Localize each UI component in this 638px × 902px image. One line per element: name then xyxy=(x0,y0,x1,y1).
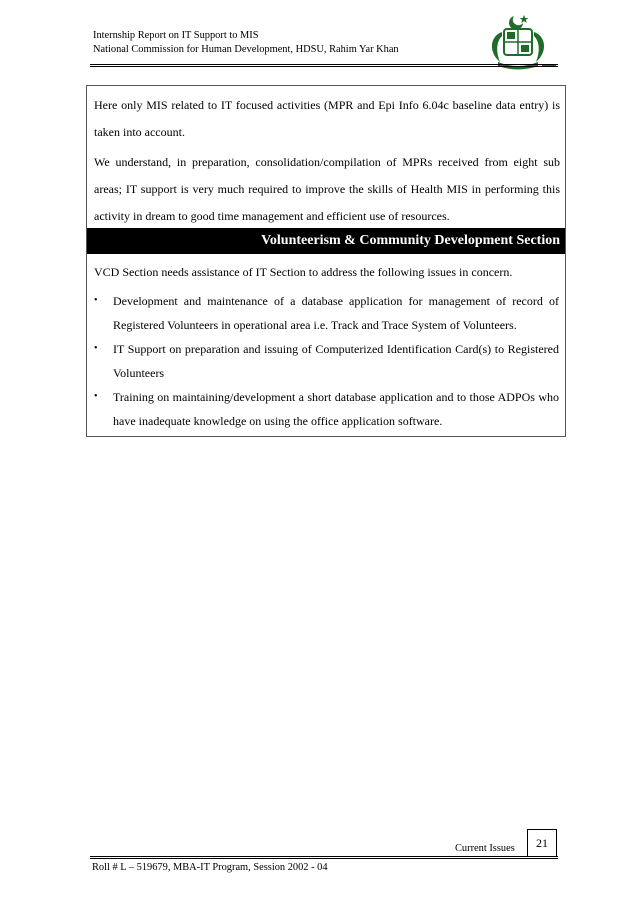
list-item-text: Training on maintaining/development a short database application and to those ADPOs who have inadequate knowledge on using the office application software. xyxy=(113,390,559,428)
footer-divider xyxy=(90,856,558,857)
list-item-text: IT Support on preparation and issuing of Computerized Identification Card(s) to Registered Volunteers xyxy=(113,342,559,380)
bullet-icon: • xyxy=(94,295,98,306)
header-organization: National Commission for Human Development, HDSU, Rahim Yar Khan xyxy=(93,44,399,55)
list-item xyxy=(87,289,565,337)
content-box xyxy=(86,85,566,437)
bullet-icon: • xyxy=(94,391,98,402)
section-heading-vcd: Volunteerism & Community Development Section xyxy=(87,228,565,254)
paragraph-mis-scope: Here only MIS related to IT focused activities (MPR and Epi Info 6.04c baseline data entry) is taken into account. xyxy=(94,98,560,139)
paragraph-mpr-support: We understand, in preparation, consolidation/compilation of MPRs received from eight sub areas; IT support is very much required to improve the skills of Health MIS in performing this activity in dream to good time management and efficient use of resources. xyxy=(94,155,560,223)
footer-divider-secondary xyxy=(90,858,558,859)
header-divider xyxy=(90,64,558,65)
footer-roll-number: Roll # L – 519679, MBA-IT Program, Session 2002 - 04 xyxy=(92,862,328,873)
list-item-text: Development and maintenance of a database application for management of record of Registered Volunteers in operational area i.e. Track and Trace System of Volunteers. xyxy=(113,294,559,332)
bullet-icon: • xyxy=(94,343,98,354)
state-emblem-icon xyxy=(480,12,556,72)
header-title: Internship Report on IT Support to MIS xyxy=(93,30,259,41)
page-number: 21 xyxy=(536,836,548,850)
footer-section-name: Current Issues xyxy=(455,843,515,854)
list-item xyxy=(87,337,565,385)
vcd-intro-text: VCD Section needs assistance of IT Section to address the following issues in concern. xyxy=(94,265,513,279)
header-divider-secondary xyxy=(90,66,558,67)
vcd-issues-list xyxy=(87,289,565,433)
list-item xyxy=(87,385,565,433)
